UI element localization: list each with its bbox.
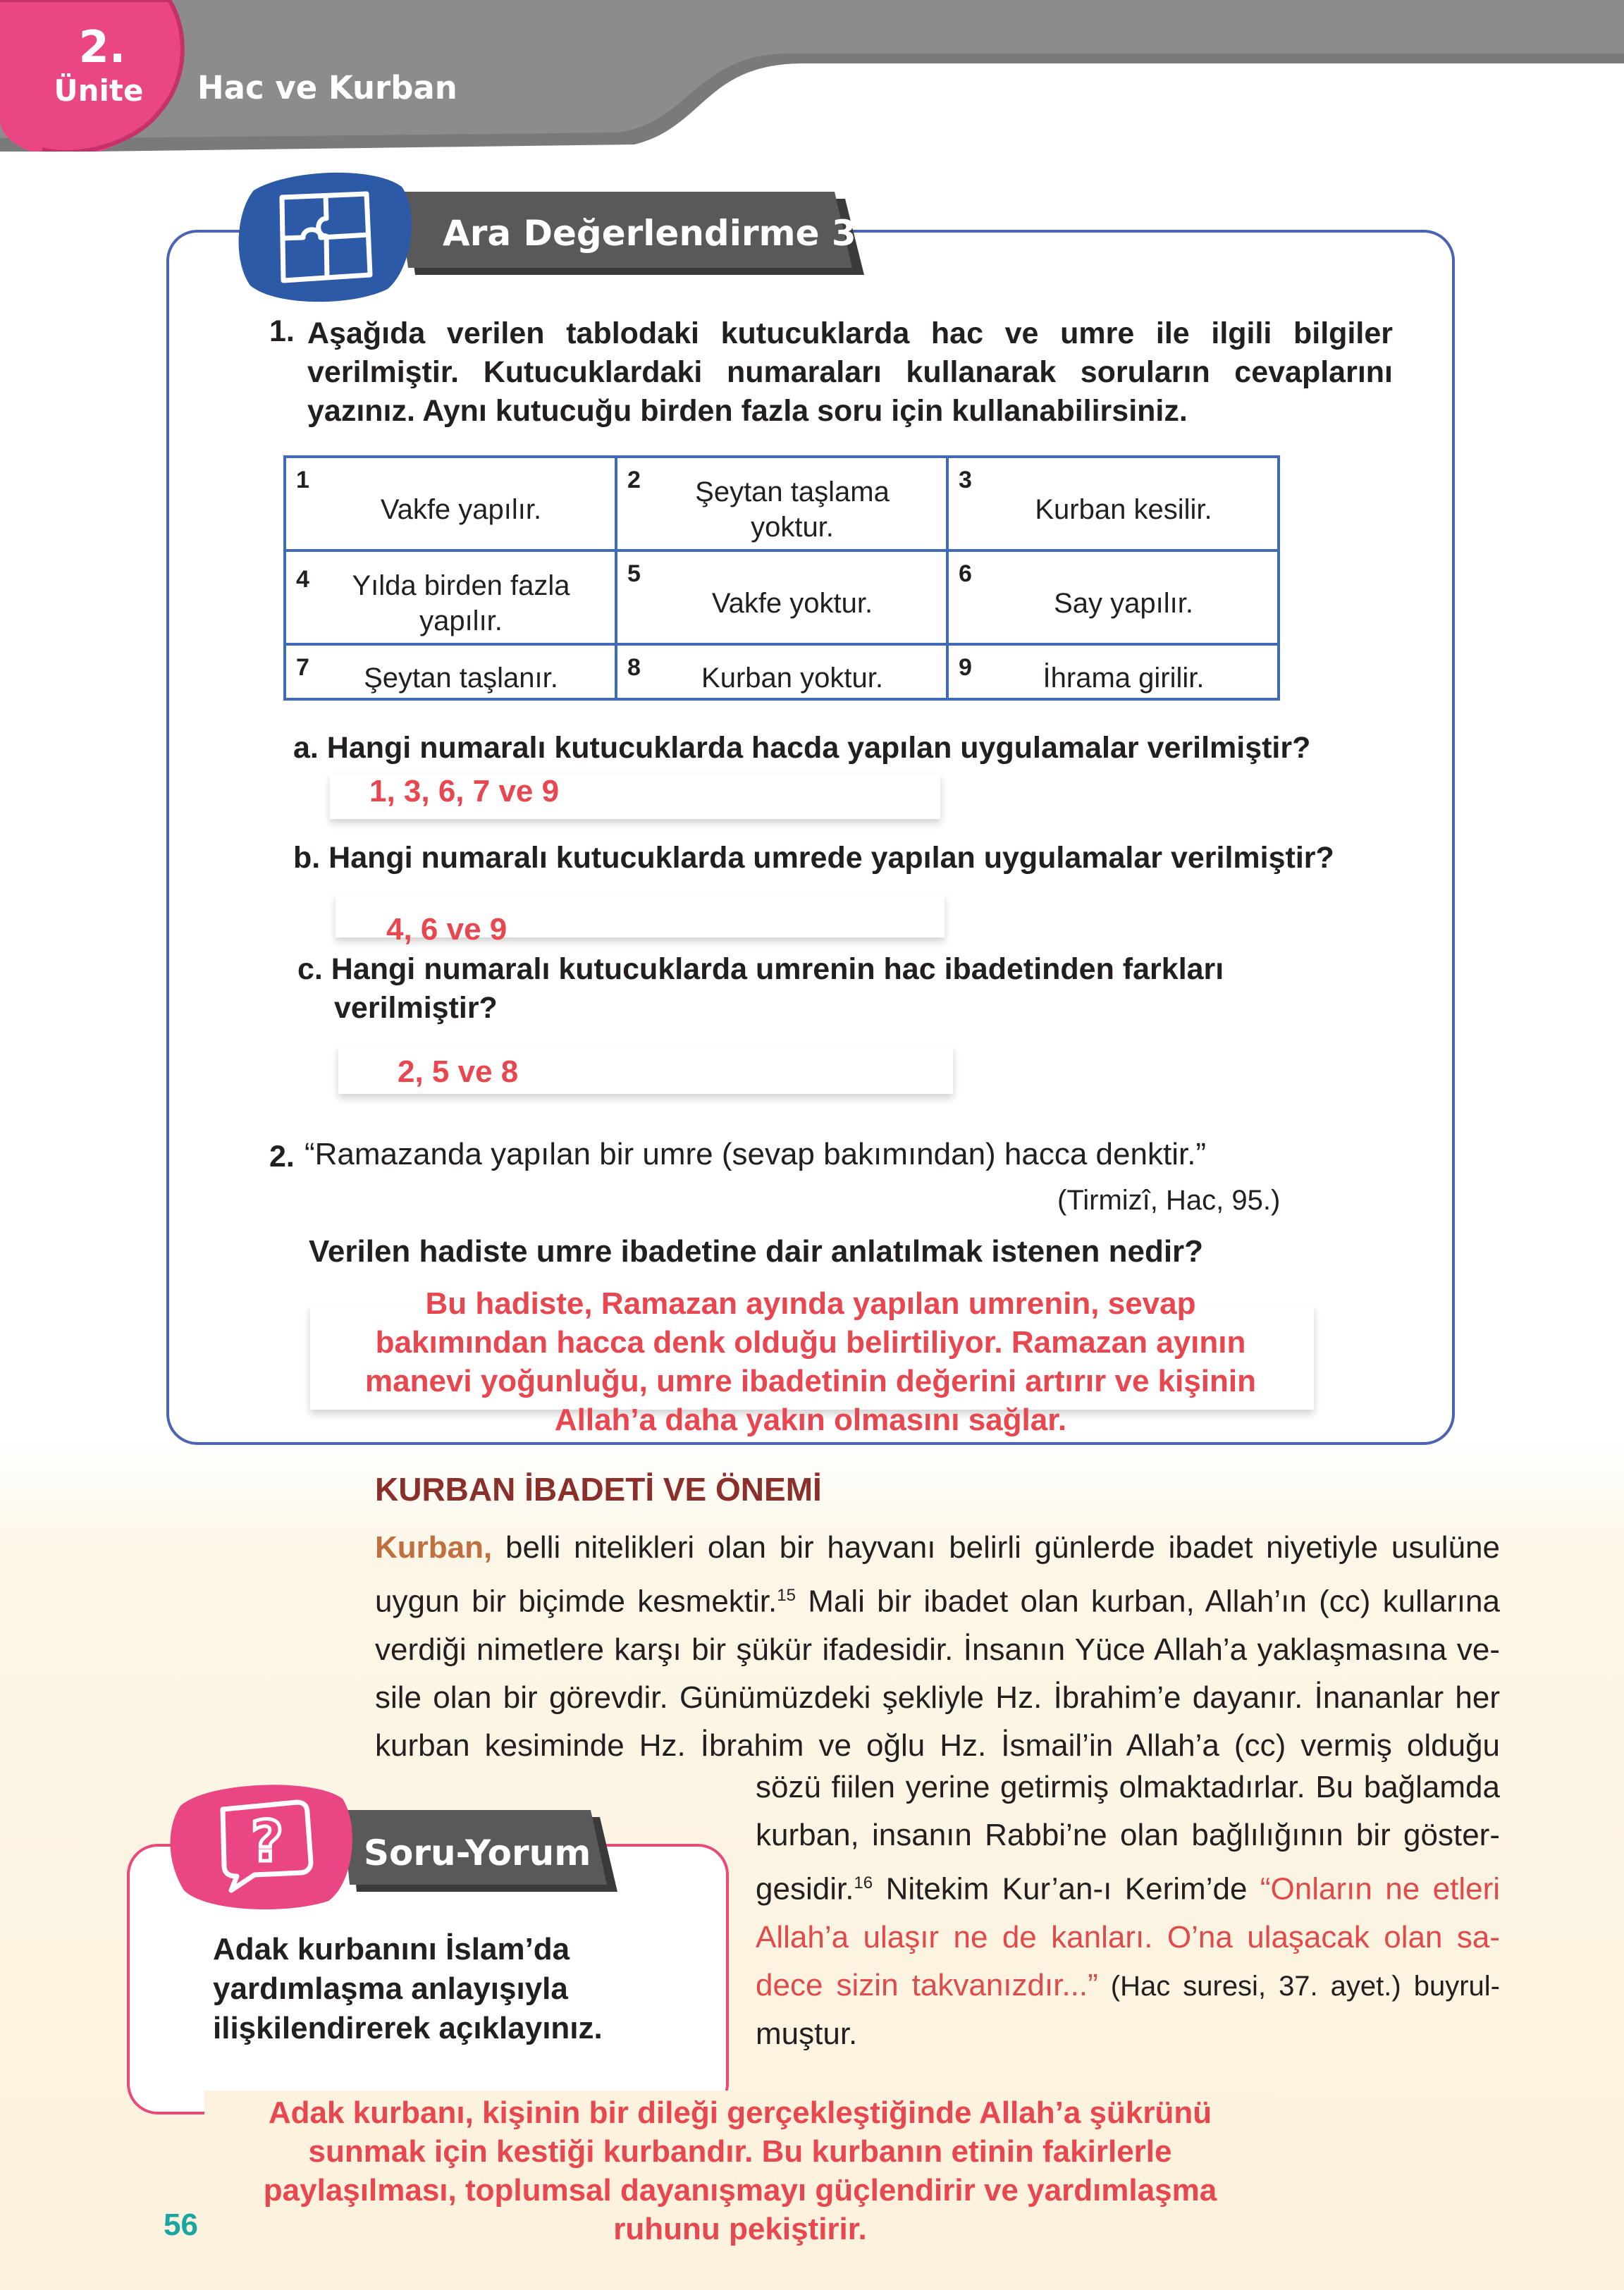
question-1b: b. Hangi numaralı kutucuklarda umrede yapılan uygulamalar verilmiştir? <box>293 841 1334 875</box>
question-2-number: 2. <box>269 1140 295 1174</box>
paragraph-line <box>375 1572 1500 1626</box>
answer-1a: 1, 3, 6, 7 ve 9 <box>369 774 560 808</box>
paragraph-line <box>756 1962 1500 2010</box>
paragraph-line: muştur. <box>756 2016 858 2051</box>
cell-number: 4 <box>296 565 309 593</box>
table-cell <box>947 644 1279 699</box>
chapter-title: Hac ve Kurban <box>197 69 457 106</box>
footnote-ref: 15 <box>777 1586 796 1605</box>
table-row <box>285 550 1279 644</box>
question-1c-line: verilmiştir? <box>334 991 498 1025</box>
paragraph-line: sile olan bir görevdir. Günümüzdeki şekliyle Hz. İbrahim’e dayanır. İnananlar her <box>375 1680 1500 1715</box>
hadith-quote: “Ramazanda yapılan bir umre (sevap bakımından) hacca denktir.” <box>304 1137 1207 1171</box>
answer-1c: 2, 5 ve 8 <box>398 1054 519 1089</box>
table-cell <box>616 457 947 550</box>
table-cell <box>616 550 947 644</box>
cell-text: Kurban kesilir. <box>1035 494 1212 526</box>
cell-text: Say yapılır. <box>1054 588 1193 620</box>
cell-text: yapılır. <box>419 605 503 637</box>
cell-text: Şeytan taşlama <box>695 476 890 508</box>
paragraph-text: belli nitelikleri olan bir hayvanı belirli günlerde ibadet niyetiyle usulüne <box>505 1530 1500 1565</box>
answer-2 <box>296 1284 1325 1439</box>
svg-text:?: ? <box>250 1809 284 1874</box>
hadith-source: (Tirmizî, Hac, 95.) <box>1057 1185 1281 1216</box>
puzzle-icon <box>233 169 416 303</box>
paragraph-text: Nitekim Kur’an-ı Kerim’de <box>873 1871 1260 1907</box>
cell-text: Yılda birden fazla <box>352 570 570 602</box>
cell-text: İhrama girilir. <box>1042 662 1205 694</box>
question-1c <box>297 950 1224 1028</box>
unit-label: Ünite <box>54 73 144 108</box>
answer-2-line: bakımından hacca denk olduğu belirtiliyor. Ramazan ayının <box>375 1325 1246 1360</box>
section-paragraph <box>375 1524 1500 1770</box>
cell-number: 6 <box>959 560 972 587</box>
cell-text: yoktur. <box>751 512 834 543</box>
question-1a: a. Hangi numaralı kutucuklarda hacda yapılan uygulamalar verilmiştir? <box>293 731 1311 765</box>
paragraph-line: kurban, insanın Rabbi’ne olan bağlılığının bir göster- <box>756 1818 1500 1852</box>
question-bubble-icon <box>166 1778 357 1910</box>
cell-text: Vakfe yoktur. <box>711 588 873 620</box>
unit-number: 2. <box>78 21 126 73</box>
paragraph-text: uygun bir biçimde kesmektir. <box>375 1584 777 1619</box>
paragraph-line: kurban kesiminde Hz. İbrahim ve oğlu Hz. İsmail’in Allah’a (cc) vermiş olduğu <box>375 1728 1500 1763</box>
soru-yorum-answer-line: ruhunu pekiştirir. <box>613 2212 867 2246</box>
table-cell <box>616 644 947 699</box>
question-1-line: verilmiştir. Kutucuklardaki numaraları kullanarak soruların cevaplarını <box>307 355 1393 389</box>
answer-2-line: manevi yoğunluğu, umre ibadetinin değerini artırır ve kişinin <box>364 1364 1257 1398</box>
cell-number: 1 <box>296 467 309 493</box>
table-cell <box>285 644 616 699</box>
answer-2-line: Bu hadiste, Ramazan ayında yapılan umrenin, sevap <box>425 1286 1196 1321</box>
paragraph-line: sözü fiilen yerine getirmiş olmaktadırlar. Bu bağlamda <box>756 1770 1500 1804</box>
soru-yorum-title: Soru-Yorum <box>364 1833 591 1873</box>
paragraph-line <box>756 1859 1500 1914</box>
paragraph-text: gesidir. <box>756 1871 854 1907</box>
info-table <box>283 455 1280 701</box>
paragraph-text: Mali bir ibadet olan kurban, Allah’ın (cc) kullarına <box>795 1584 1500 1619</box>
section-heading: KURBAN İBADETİ VE ÖNEMİ <box>375 1471 822 1508</box>
table-row <box>285 644 1279 699</box>
cell-number: 5 <box>627 560 641 587</box>
ayah-quote: “Onların ne etleri <box>1260 1871 1501 1907</box>
section-paragraph-narrow <box>756 1763 1500 2058</box>
soru-yorum-answer-line: Adak kurbanı, kişinin bir dileği gerçekleştiğinde Allah’a şükrünü <box>268 2095 1212 2130</box>
cell-number: 7 <box>296 653 309 681</box>
footnote-ref: 16 <box>854 1873 873 1892</box>
table-cell <box>947 457 1279 550</box>
soru-yorum-line: ilişkilendirerek açıklayınız. <box>213 2011 603 2045</box>
soru-yorum-line: Adak kurbanını İslam’da <box>213 1932 570 1966</box>
question-1-line: Aşağıda verilen tablodaki kutucuklarda hac ve umre ile ilgili bilgiler <box>307 316 1393 350</box>
ayah-quote: Allah’a ulaşır ne de kanları. O’na ulaşacak olan sa- <box>756 1919 1500 1954</box>
soru-yorum-question <box>213 1930 664 2048</box>
answer-2-line: Allah’a daha yakın olmasını sağlar. <box>554 1403 1067 1437</box>
table-cell <box>947 550 1279 644</box>
evaluation-title: Ara Değerlendirme 3 <box>443 213 856 254</box>
page-number: 56 <box>164 2208 198 2242</box>
soru-yorum-answer <box>211 2093 1269 2248</box>
cell-number: 9 <box>959 653 972 681</box>
cell-number: 8 <box>627 653 641 681</box>
ayah-quote: dece sizin takvanızdır...” <box>756 1967 1098 2002</box>
ayah-source: (Hac suresi, 37. ayet.) buyrul- <box>1097 1970 1500 2002</box>
table-cell <box>285 457 616 550</box>
paragraph-line <box>375 1524 1500 1572</box>
answer-1b: 4, 6 ve 9 <box>386 912 508 947</box>
cell-number: 3 <box>959 467 972 493</box>
paragraph-line: verdiği nimetlere karşı bir şükür ifadesidir. İnsanın Yüce Allah’a yaklaşmasına ve- <box>375 1632 1500 1667</box>
soru-yorum-line: yardımlaşma anlayışıyla <box>213 1971 568 2006</box>
question-1c-line: c. Hangi numaralı kutucuklarda umrenin hac ibadetinden farkları <box>297 952 1224 986</box>
cell-text: Kurban yoktur. <box>701 662 883 694</box>
question-1-line: yazınız. Aynı kutucuğu birden fazla soru için kullanabilirsiniz. <box>307 394 1188 428</box>
cell-text: Vakfe yapılır. <box>380 494 542 526</box>
table-cell <box>285 550 616 644</box>
keyword-kurban: Kurban, <box>375 1530 493 1565</box>
soru-yorum-answer-line: sunmak için kestiği kurbandır. Bu kurbanın etinin fakirlerle <box>308 2134 1172 2169</box>
soru-yorum-answer-line: paylaşılması, toplumsal dayanışmayı güçlendirir ve yardımlaşma <box>263 2173 1217 2208</box>
table-row <box>285 457 1279 550</box>
question-1-text <box>307 314 1393 431</box>
cell-number: 2 <box>627 467 641 493</box>
cell-text: Şeytan taşlanır. <box>364 662 558 694</box>
question-2-text: Verilen hadiste umre ibadetine dair anlatılmak istenen nedir? <box>309 1234 1204 1269</box>
question-1-number: 1. <box>269 314 295 348</box>
